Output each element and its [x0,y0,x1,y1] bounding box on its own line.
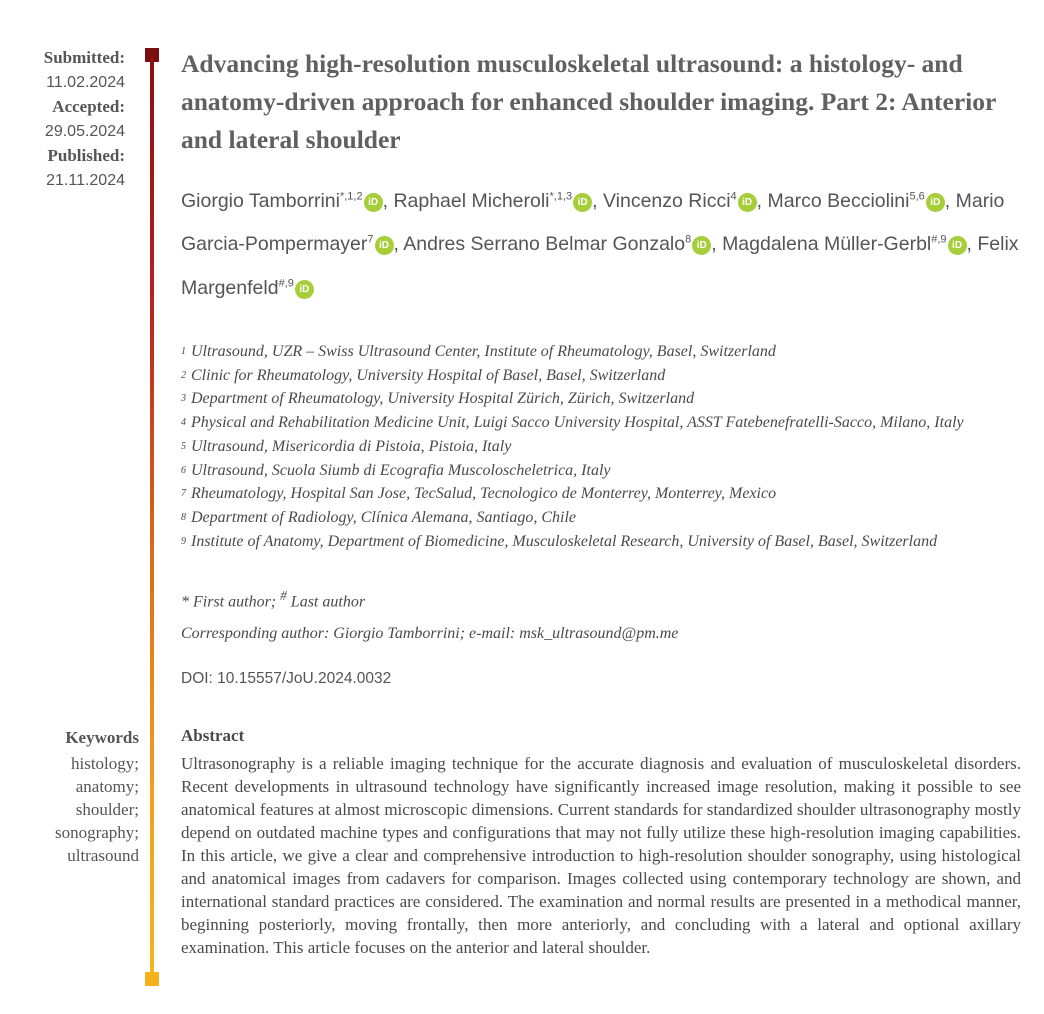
author-affiliation-marks: *,1,2 [339,190,363,202]
affiliation-text: Department of Rheumatology, University Hospital Zürich, Zürich, Switzerland [191,390,695,408]
affiliation-item [181,459,1026,483]
affiliation-item [181,482,1026,506]
author-affiliation-marks: 8 [685,233,692,246]
author [403,233,722,255]
affiliation-text: Clinic for Rheumatology, University Hospital of Basel, Basel, Switzerland [191,366,666,384]
author [181,190,393,212]
keyword-item: ultrasound [67,846,139,865]
timeline-divider [150,56,154,976]
author-name: Marco Becciolini [767,189,910,212]
author-list [181,177,1026,308]
affiliation-item [181,506,1026,530]
orcid-icon[interactable]: iD [948,236,967,255]
accepted-date: 29.05.2024 [44,122,125,140]
author-separator: , [966,233,978,255]
affiliation-number: 8 [181,511,186,523]
author-name: Mario Garcia-Pompermayer [181,189,1005,255]
last-author-mark: # [280,588,287,603]
keywords-label: Keywords [65,728,139,747]
author-affiliation-marks: #,9 [278,277,294,289]
orcid-icon[interactable]: iD [926,193,945,212]
orcid-icon[interactable]: iD [295,280,314,299]
author-affiliation-marks: 4 [730,190,737,202]
abstract-text: Ultrasonography is a reliable imaging technique for the accurate diagnosis and evaluation of musculoskeletal disorders. Recent developments in ultrasound technology have significantly increased image resolution, making it possible to see anatomical features at almost microscopic dimensions. Current standards for standardized shoulder ultrasonography mostly depend on outdated machine types and configurations that may not fully utilize these high-resolution imaging capabilities. In this article, we give a clear and comprehensive introduction to high-resolution shoulder sonography, using histological and anatomical images from cadavers for comparison. Images collected using contemporary technology are shown, and international standard practices are considered. The examination and normal results are presented in a methodical manner, beginning posteriorly, moving frontally, then more anteriorly, and concluding with a lateral and optional axillary examination. This article focuses on the anterior and lateral shoulder. [181,754,1021,957]
author-separator: , [393,233,404,255]
author-separator: , [944,189,956,212]
orcid-icon[interactable]: iD [738,193,757,212]
affiliation-number: 5 [181,440,186,452]
author-name: Giorgio Tamborrini [181,189,340,212]
affiliation-number: 6 [181,464,186,476]
affiliation-text: Institute of Anatomy, Department of Biomedicine, Musculoskeletal Research, University of Basel, Basel, Switzerland [191,532,938,550]
author-affiliation-marks: 5,6 [909,190,925,202]
keyword-item: sonography; [54,823,139,842]
affiliation-number: 3 [181,393,186,405]
orcid-icon[interactable]: iD [364,193,383,212]
author-name: Raphael Micheroli [393,189,550,212]
keywords-block [0,726,139,867]
orcid-icon[interactable]: iD [573,193,592,212]
affiliation-item [181,387,1026,411]
author-name: Vincenzo Ricci [603,189,731,212]
affiliation-number: 9 [181,535,186,547]
author-separator: , [382,189,394,212]
last-author-note: Last author [286,593,366,611]
author-separator: , [756,189,763,212]
affiliation-number: 1 [181,346,186,357]
article-title: Advancing high-resolution musculoskeletal ultrasound: a histology- and anatomy-driven approach for enhanced shoulder imaging. Part 2: Anterior and lateral shoulder [181,49,996,154]
doi-link[interactable]: DOI: 10.15557/JoU.2024.0032 [181,670,392,687]
orcid-icon[interactable]: iD [375,236,394,255]
abstract-heading: Abstract [181,726,245,745]
author-affiliation-marks: *,1,3 [549,190,573,202]
submitted-date: 11.02.2024 [46,73,125,91]
accepted-label: Accepted: [52,97,125,116]
keyword-item: anatomy; [75,777,139,796]
affiliation-text: Ultrasound, Scuola Siumb di Ecografia Muscoloscheletrica, Italy [191,461,611,479]
author [768,190,956,212]
affiliation-item [181,411,1026,435]
affiliation-text: Ultrasound, Misericordia di Pistoia, Pistoia, Italy [191,437,512,455]
published-label: Published: [47,146,125,165]
affiliation-number: 4 [181,417,186,429]
author-name: Magdalena Müller-Gerbl [722,233,932,255]
affiliation-number: 2 [181,369,186,381]
author-name: Andres Serrano Belmar Gonzalo [403,233,686,255]
author-separator: , [592,189,603,212]
publication-dates [0,46,125,193]
affiliation-item [181,435,1026,459]
author-notes [181,588,1026,611]
affiliation-item [181,530,1026,554]
affiliation-text: Rheumatology, Hospital San Jose, TecSalud, Tecnologico de Monterrey, Monterrey, Mexico [191,485,777,503]
affiliation-item [181,340,1026,364]
author-separator: , [711,233,723,255]
author [603,190,762,212]
timeline-bottom-marker [145,972,159,986]
orcid-icon[interactable]: iD [692,236,711,255]
keyword-item: shoulder; [75,800,139,819]
first-author-note: * First author; [181,593,281,611]
affiliation-text: Ultrasound, UZR – Swiss Ultrasound Center, Institute of Rheumatology, Basel, Switzerland [191,343,776,360]
submitted-label: Submitted: [43,48,125,67]
author-name: Felix Margenfeld [181,233,1019,299]
affiliation-item [181,364,1026,388]
author [722,233,977,255]
author-affiliation-marks: 7 [367,233,374,246]
affiliation-text: Physical and Rehabilitation Medicine Unit, Luigi Sacco University Hospital, ASST Fatebenefratelli-Sacco, Milano, Italy [191,414,964,432]
published-date: 21.11.2024 [46,171,125,189]
author-affiliation-marks: #,9 [931,233,947,246]
corresponding-author: Corresponding author: Giorgio Tamborrini; e-mail: msk_ultrasound@pm.me [181,625,679,642]
keyword-item: histology; [70,754,139,773]
author [393,190,603,212]
affiliation-number: 7 [181,488,186,500]
affiliation-text: Department of Radiology, Clínica Alemana, Santiago, Chile [191,508,577,526]
affiliation-list [181,340,1026,553]
